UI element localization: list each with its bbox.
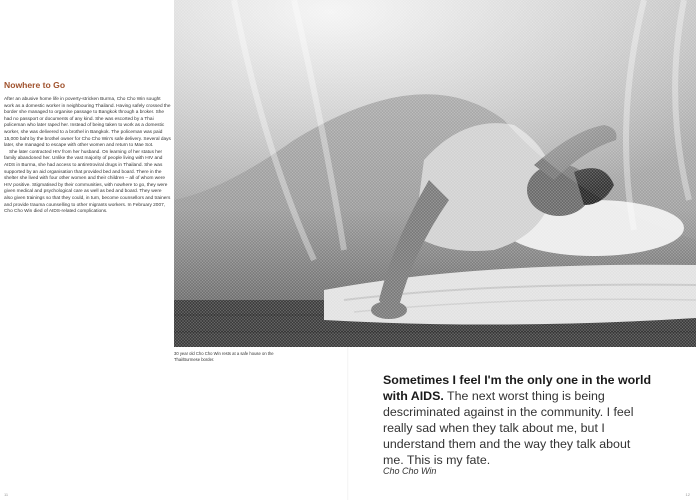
photo-caption: 30 year old Cho Cho Win rests at a safe house on the Thai/Burmese border. (174, 351, 274, 362)
photo-woman-under-mosquito-net (174, 0, 696, 347)
article-paragraph-1: After an abusive home life in poverty-stricken Burma, Cho Cho Win sought work as a domestic worker in neighbouring Thailand. Having safely crossed the border she managed to organise passage to Bangkok through a broker. She had no passport or documents of any kind. She was escorted by a Thai policeman who later raped her. Instead of being taken to work as a domestic worker, she was delivered to a brothel in Bangkok. The policeman was paid 15,000 baht by the brothel owner for Cho Cho Win's safe delivery. Several days later, she managed to escape with other women and return to Mae Sot. (4, 97, 171, 149)
pull-quote-rest: The next worst thing is being descriminated against in the community. I feel really sad when they talk about me, but I understand them and the way they talk about me. This is my fate. (383, 389, 634, 467)
page-number-right: 12 (685, 492, 690, 497)
article-title: Nowhere to Go (4, 80, 66, 90)
article-body (4, 97, 171, 216)
photo-illustration (174, 0, 696, 347)
quote-author: Cho Cho Win (383, 466, 437, 476)
article-paragraph-2: She later contracted HIV from her husband. On learning of her status her family abandoned her. Unlike the vast majority of people living with HIV and AIDS in Burma, she had access to antiretroviral drugs in Thailand. She was supported by an aid organisation that provided bed and board. There in the shelter she lived with four other women and their children – all of whom were HIV positive. Stigmatised by their communities, with nowhere to go, they were given medical and psychological care as well as bed and board. They were also given trainings so that they could, in turn, become counsellors and trainers and provide trauma counselling to other migrants workers. In February 2007, Cho Cho Win died of AIDS-related complications. (4, 149, 171, 215)
page-number-left: 11 (4, 492, 9, 497)
pull-quote-strong: Sometimes I feel I'm the only one in the world with AIDS. (383, 373, 652, 403)
pull-quote (383, 372, 653, 468)
